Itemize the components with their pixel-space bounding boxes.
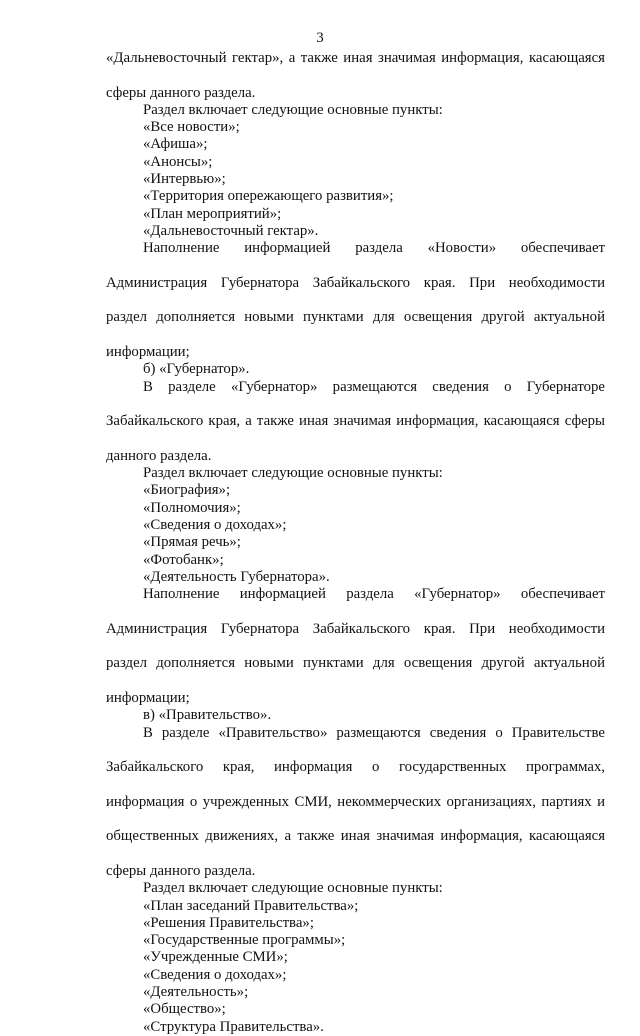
list-item: «Дальневосточный гектар». — [143, 222, 319, 239]
list-item: «Решения Правительства»; — [143, 914, 314, 931]
list-item: «Прямая речь»; — [143, 534, 241, 551]
paragraph-line: информации; — [106, 689, 190, 706]
list-item: «Полномочия»; — [143, 499, 241, 516]
paragraph-line: данного раздела. — [106, 447, 212, 464]
paragraph-line: Наполнение информацией раздела «Губернатор» обеспечивает — [143, 586, 605, 603]
list-item: «Структура Правительства». — [143, 1018, 324, 1035]
list-item: «Территория опережающего развития»; — [143, 188, 394, 205]
paragraph-line: информации; — [106, 344, 190, 361]
paragraph-line: Наполнение информацией раздела «Новости» обеспечивает — [143, 240, 605, 257]
paragraph-line: сферы данного раздела. — [106, 84, 256, 101]
list-item: «Государственные программы»; — [143, 932, 346, 949]
document-body — [106, 50, 605, 1036]
paragraph-line: Раздел включает следующие основные пункты: — [143, 465, 443, 482]
paragraph-line: Забайкальского края, информация о государственных программах, — [106, 759, 605, 776]
paragraph-line: «Дальневосточный гектар», а также иная значимая информация, касающаяся — [106, 50, 605, 66]
paragraph-line: сферы данного раздела. — [106, 862, 256, 879]
paragraph-line: Раздел включает следующие основные пункты: — [143, 101, 443, 118]
paragraph-line: Забайкальского края, а также иная значимая информация, касающаяся сферы — [106, 413, 605, 430]
list-item: «Деятельность»; — [143, 984, 249, 1001]
page-number: 3 — [316, 30, 324, 46]
paragraph-line: раздел дополняется новыми пунктами для освещения другой актуальной — [106, 309, 605, 326]
list-item: «Деятельность Губернатора». — [143, 568, 330, 585]
list-item: «Биография»; — [143, 482, 231, 499]
paragraph-line: Администрация Губернатора Забайкальского края. При необходимости — [106, 274, 605, 291]
list-item: «План мероприятий»; — [143, 205, 282, 222]
list-item: б) «Губернатор». — [143, 361, 250, 378]
list-item: «Анонсы»; — [143, 153, 213, 170]
list-item: «Все новости»; — [143, 119, 240, 136]
paragraph-line: Администрация Губернатора Забайкальского края. При необходимости — [106, 620, 605, 637]
paragraph-line: В разделе «Губернатор» размещаются сведения о Губернаторе — [143, 378, 605, 395]
paragraph-line: информация о учрежденных СМИ, некоммерческих организациях, партиях и — [106, 793, 605, 810]
list-item: «План заседаний Правительства»; — [143, 897, 359, 914]
list-item: «Сведения о доходах»; — [143, 966, 287, 983]
list-item: в) «Правительство». — [143, 707, 272, 724]
list-item: «Общество»; — [143, 1001, 226, 1018]
paragraph-line: В разделе «Правительство» размещаются сведения о Правительстве — [143, 724, 605, 741]
list-item: «Сведения о доходах»; — [143, 517, 287, 534]
paragraph-line: раздел дополняется новыми пунктами для освещения другой актуальной — [106, 655, 605, 672]
paragraph-line: общественных движениях, а также иная значимая информация, касающаяся — [106, 828, 605, 845]
list-item: «Учрежденные СМИ»; — [143, 949, 288, 966]
list-item: «Фотобанк»; — [143, 551, 224, 568]
list-item: «Афиша»; — [143, 136, 208, 153]
list-item: «Интервью»; — [143, 171, 226, 188]
paragraph-line: Раздел включает следующие основные пункты: — [143, 880, 443, 897]
